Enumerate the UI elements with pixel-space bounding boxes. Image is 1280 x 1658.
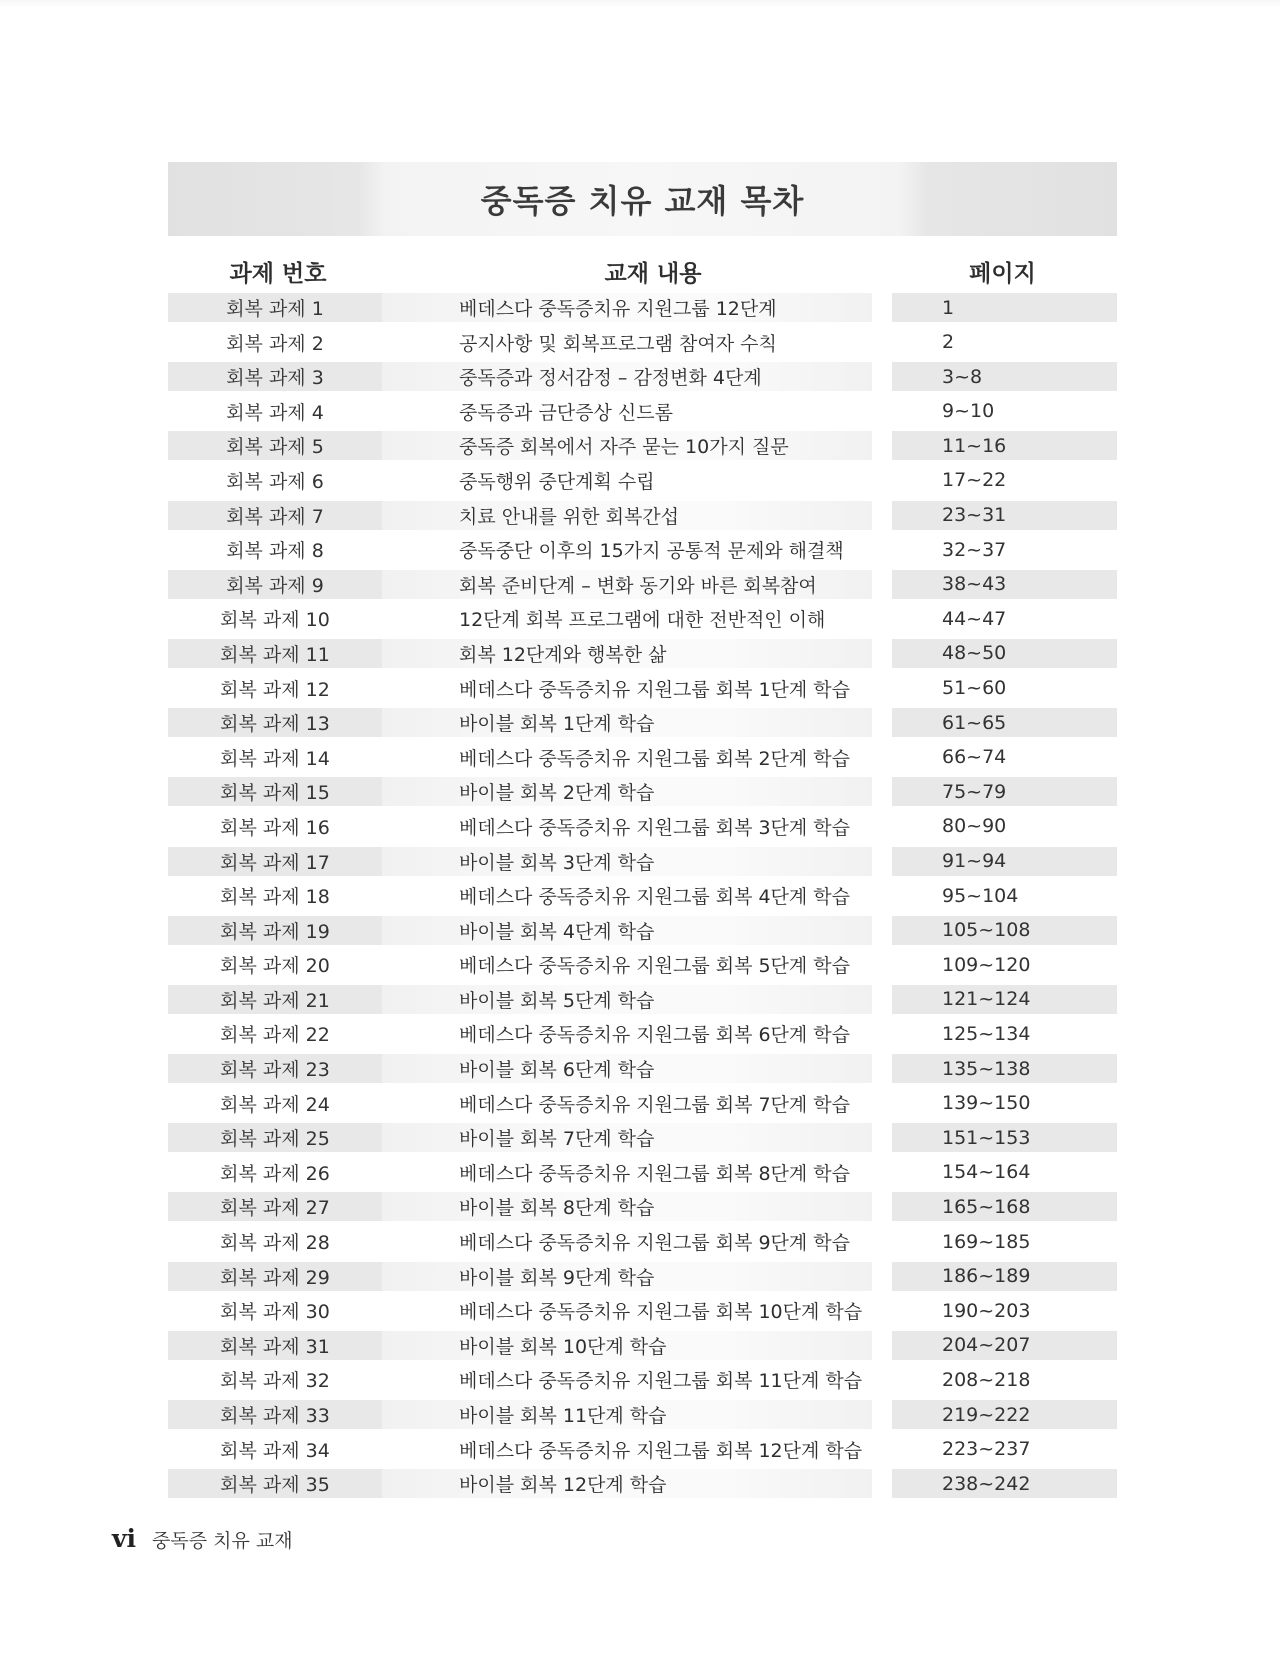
task-content: 베데스다 중독증치유 지원그룹 회복 12단계 학습 — [459, 1439, 863, 1462]
table-row — [162, 741, 1117, 776]
task-number: 회복 과제 23 — [168, 1054, 382, 1083]
page-range-cell — [892, 639, 1117, 668]
task-number: 회복 과제 14 — [220, 747, 330, 770]
task-content: 베데스다 중독증치유 지원그룹 회복 5단계 학습 — [459, 955, 851, 978]
task-content: 베데스다 중독증치유 지원그룹 12단계 — [459, 298, 777, 320]
task-content: 베데스다 중독증치유 지원그룹 회복 4단계 학습 — [459, 886, 851, 909]
task-number: 회복 과제 21 — [168, 985, 382, 1014]
task-content: 바이블 회복 2단계 학습 — [459, 782, 655, 805]
page-title: 중독증 치유 교재 목차 — [480, 182, 805, 220]
task-content: 바이블 회복 9단계 학습 — [459, 1266, 655, 1289]
page-range: 75~79 — [942, 780, 1007, 803]
table-row — [162, 1190, 1117, 1225]
task-number: 회복 과제 5 — [168, 431, 382, 460]
page-range-cell — [892, 1400, 1117, 1429]
page-footer — [112, 1524, 293, 1553]
task-content: 회복 12단계와 행복한 삶 — [459, 643, 667, 666]
page-range: 80~90 — [942, 815, 1007, 838]
page-range-cell — [892, 431, 1117, 460]
table-row — [162, 291, 1117, 326]
table-row — [162, 1294, 1117, 1329]
page-range: 238~242 — [942, 1472, 1031, 1495]
task-number: 회복 과제 11 — [168, 639, 382, 668]
title-band — [168, 162, 1117, 236]
page-range-cell — [892, 1469, 1117, 1498]
table-row — [162, 1052, 1117, 1087]
page-range-cell — [892, 812, 1117, 841]
page-range: 95~104 — [942, 884, 1019, 907]
table-row — [162, 533, 1117, 568]
page-range-cell — [892, 743, 1117, 772]
page-range-cell — [892, 328, 1117, 357]
task-number: 회복 과제 4 — [226, 401, 324, 424]
task-number: 회복 과제 18 — [220, 886, 330, 909]
task-content: 바이블 회복 10단계 학습 — [459, 1335, 667, 1358]
task-number: 회복 과제 8 — [226, 540, 324, 563]
task-content: 베데스다 중독증치유 지원그룹 회복 9단계 학습 — [459, 1232, 851, 1255]
table-row — [162, 914, 1117, 949]
task-number: 회복 과제 16 — [220, 816, 330, 839]
page-range-cell — [892, 1123, 1117, 1152]
task-number: 회복 과제 29 — [168, 1262, 382, 1291]
task-content: 중독행위 중단계획 수립 — [459, 470, 655, 493]
table-row — [162, 637, 1117, 672]
task-number: 회복 과제 33 — [168, 1400, 382, 1429]
page-range: 48~50 — [942, 642, 1007, 665]
task-content: 바이블 회복 7단계 학습 — [459, 1128, 655, 1151]
page-range: 223~237 — [942, 1438, 1031, 1461]
page-range: 23~31 — [942, 504, 1007, 527]
toc-table — [162, 291, 1117, 1502]
task-number: 회복 과제 34 — [220, 1439, 330, 1462]
task-content: 베데스다 중독증치유 지원그룹 회복 7단계 학습 — [459, 1093, 851, 1116]
task-content: 베데스다 중독증치유 지원그룹 회복 3단계 학습 — [459, 816, 851, 839]
page-range: 204~207 — [942, 1334, 1031, 1357]
task-number: 회복 과제 19 — [168, 916, 382, 945]
task-number: 회복 과제 20 — [220, 955, 330, 978]
page-range: 219~222 — [942, 1403, 1031, 1426]
task-number: 회복 과제 31 — [168, 1331, 382, 1360]
task-content: 베데스다 중독증치유 지원그룹 회복 6단계 학습 — [459, 1024, 851, 1047]
page-folio: vi — [112, 1524, 137, 1553]
task-content: 치료 안내를 위한 회복간섭 — [459, 505, 680, 528]
page-range-cell — [892, 1365, 1117, 1394]
page-range: 17~22 — [942, 469, 1007, 492]
page-range: 3~8 — [942, 365, 983, 388]
task-number: 회복 과제 6 — [226, 470, 324, 493]
page-range: 139~150 — [942, 1092, 1031, 1115]
table-header — [168, 255, 1117, 291]
table-row — [162, 1017, 1117, 1052]
table-row — [162, 1225, 1117, 1260]
page-range-cell — [892, 1435, 1117, 1464]
page-range: 38~43 — [942, 573, 1007, 596]
page-range: 105~108 — [942, 919, 1031, 942]
page-range-cell — [892, 985, 1117, 1014]
table-row — [162, 1329, 1117, 1364]
table-row — [162, 1398, 1117, 1433]
page-range-cell — [892, 1192, 1117, 1221]
page-range-cell — [892, 881, 1117, 910]
header-page: 페이지 — [969, 261, 1036, 287]
page-range: 61~65 — [942, 711, 1007, 734]
task-number: 회복 과제 12 — [220, 678, 330, 701]
task-content: 베데스다 중독증치유 지원그룹 회복 11단계 학습 — [459, 1370, 863, 1393]
task-content: 중독증과 정서감정 – 감정변화 4단계 — [459, 367, 762, 390]
task-number: 회복 과제 32 — [220, 1370, 330, 1393]
task-number: 회복 과제 17 — [168, 847, 382, 876]
page-range-cell — [892, 950, 1117, 979]
table-row — [162, 983, 1117, 1018]
task-content: 공지사항 및 회복프로그램 참여자 수칙 — [459, 332, 777, 355]
page-range-cell — [892, 916, 1117, 945]
page-range: 2 — [942, 331, 955, 354]
page-range-cell — [892, 397, 1117, 426]
task-content: 바이블 회복 6단계 학습 — [459, 1059, 655, 1082]
table-row — [162, 672, 1117, 707]
table-row — [162, 429, 1117, 464]
task-number: 회복 과제 28 — [220, 1232, 330, 1255]
table-row — [162, 464, 1117, 499]
page-range: 1 — [942, 296, 955, 319]
page-range: 44~47 — [942, 607, 1007, 630]
table-row — [162, 1467, 1117, 1502]
task-number: 회복 과제 30 — [220, 1301, 330, 1324]
page-range: 91~94 — [942, 850, 1007, 872]
page-range: 165~168 — [942, 1195, 1031, 1218]
page-range: 135~138 — [942, 1057, 1031, 1080]
page-range-cell — [892, 847, 1117, 876]
task-number: 회복 과제 2 — [226, 332, 324, 355]
task-number: 회복 과제 27 — [168, 1192, 382, 1221]
table-row — [162, 1087, 1117, 1122]
page-range-cell — [892, 1158, 1117, 1187]
task-content: 중독증 회복에서 자주 묻는 10가지 질문 — [459, 436, 789, 459]
page-range-cell — [892, 1019, 1117, 1048]
task-content: 중독중단 이후의 15가지 공통적 문제와 해결책 — [459, 540, 844, 563]
task-number: 회복 과제 25 — [168, 1123, 382, 1152]
task-content: 중독증과 금단증상 신드롬 — [459, 401, 673, 424]
task-content: 베데스다 중독증치유 지원그룹 회복 10단계 학습 — [459, 1301, 863, 1324]
task-content: 베데스다 중독증치유 지원그룹 회복 1단계 학습 — [459, 678, 851, 701]
task-number: 회복 과제 7 — [168, 501, 382, 530]
page-range: 125~134 — [942, 1022, 1031, 1045]
page-range-cell — [892, 674, 1117, 703]
table-row — [162, 602, 1117, 637]
page-range-cell — [892, 535, 1117, 564]
page-range: 121~124 — [942, 988, 1031, 1011]
task-content: 바이블 회복 12단계 학습 — [459, 1474, 667, 1497]
task-number: 회복 과제 24 — [220, 1093, 330, 1116]
task-content: 베데스다 중독증치유 지원그룹 회복 8단계 학습 — [459, 1162, 851, 1185]
task-number: 회복 과제 1 — [168, 293, 382, 322]
page-range: 66~74 — [942, 746, 1007, 769]
task-content: 바이블 회복 3단계 학습 — [459, 851, 655, 874]
task-content: 12단계 회복 프로그램에 대한 전반적인 이해 — [459, 609, 826, 632]
task-content: 바이블 회복 4단계 학습 — [459, 920, 655, 943]
task-content: 바이블 회복 8단계 학습 — [459, 1197, 655, 1220]
task-number: 회복 과제 10 — [220, 609, 330, 632]
page-range-cell — [892, 1227, 1117, 1256]
task-number: 회복 과제 15 — [168, 777, 382, 806]
page-range: 190~203 — [942, 1299, 1031, 1322]
task-number: 회복 과제 13 — [168, 708, 382, 737]
page-range: 186~189 — [942, 1265, 1031, 1288]
page-range-cell — [892, 708, 1117, 737]
page-range-cell — [892, 362, 1117, 391]
task-number: 회복 과제 26 — [220, 1162, 330, 1185]
page-range-cell — [892, 1331, 1117, 1360]
page-range: 109~120 — [942, 953, 1031, 976]
table-row — [162, 326, 1117, 361]
table-row — [162, 1260, 1117, 1295]
page-range-cell — [892, 777, 1117, 806]
task-number: 회복 과제 22 — [220, 1024, 330, 1047]
task-content: 회복 준비단계 – 변화 동기와 바른 회복참여 — [459, 574, 817, 597]
task-content: 바이블 회복 11단계 학습 — [459, 1405, 667, 1427]
page-range: 154~164 — [942, 1161, 1031, 1184]
table-row — [162, 948, 1117, 983]
header-content: 교재 내용 — [604, 261, 702, 287]
task-content: 바이블 회복 1단계 학습 — [459, 713, 655, 736]
page-range: 208~218 — [942, 1368, 1031, 1391]
page-range: 9~10 — [942, 400, 995, 423]
page-range: 151~153 — [942, 1126, 1031, 1149]
header-number: 과제 번호 — [229, 261, 327, 287]
page-range-cell — [892, 501, 1117, 530]
page-range-cell — [892, 1262, 1117, 1291]
task-content: 베데스다 중독증치유 지원그룹 회복 2단계 학습 — [459, 747, 851, 770]
page-range: 51~60 — [942, 677, 1007, 700]
table-row — [162, 1156, 1117, 1191]
page-range-cell — [892, 570, 1117, 599]
page-range-cell — [892, 604, 1117, 633]
task-number: 회복 과제 9 — [168, 570, 382, 599]
task-content: 바이블 회복 5단계 학습 — [459, 989, 655, 1012]
table-row — [162, 395, 1117, 430]
page-range-cell — [892, 293, 1117, 322]
table-row — [162, 360, 1117, 395]
table-row — [162, 775, 1117, 810]
table-row — [162, 568, 1117, 603]
page-range-cell — [892, 466, 1117, 495]
running-footer: 중독증 치유 교재 — [152, 1530, 293, 1552]
table-row — [162, 499, 1117, 534]
page-range: 169~185 — [942, 1230, 1031, 1253]
table-row — [162, 845, 1117, 880]
table-row — [162, 706, 1117, 741]
table-row — [162, 1433, 1117, 1468]
page-range-cell — [892, 1054, 1117, 1083]
page-range: 32~37 — [942, 538, 1007, 561]
table-row — [162, 1363, 1117, 1398]
table-row — [162, 1121, 1117, 1156]
page-range-cell — [892, 1296, 1117, 1325]
task-number: 회복 과제 35 — [168, 1469, 382, 1498]
table-row — [162, 810, 1117, 845]
page-range: 11~16 — [942, 434, 1007, 457]
page-range-cell — [892, 1089, 1117, 1118]
task-number: 회복 과제 3 — [168, 362, 382, 391]
table-row — [162, 879, 1117, 914]
